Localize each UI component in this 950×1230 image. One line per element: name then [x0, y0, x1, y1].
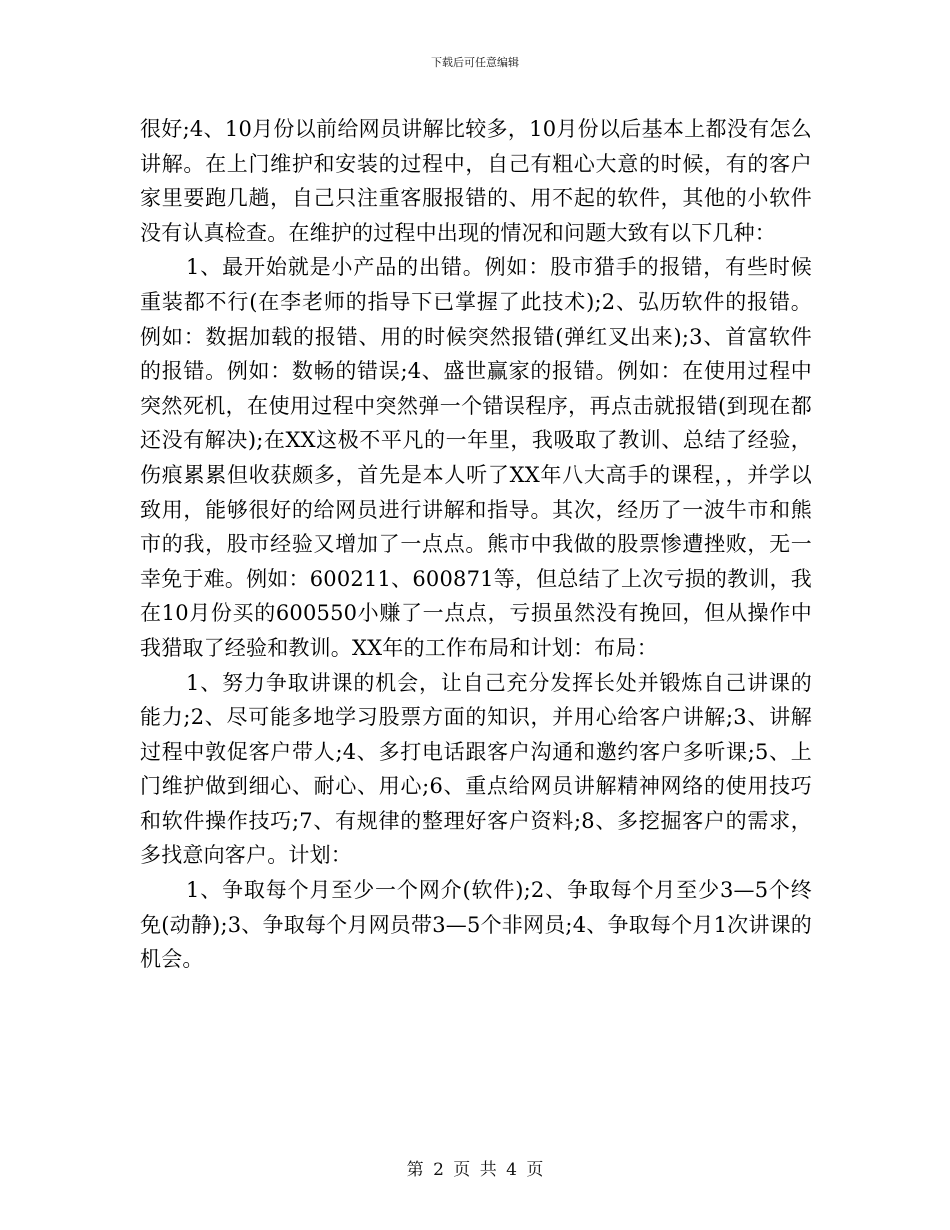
paragraph-monthly-plan: 1、争取每个月至少一个网介(软件);2、争取每个月至少3—5个终免(动静);3、争取每个月网员带3—5个非网员;4、争取每个月1次讲课的机会。 — [140, 878, 812, 972]
paragraph-maintenance-issues: 1、最开始就是小产品的出错。例如：股市猎手的报错，有些时候重装都不行(在李老师的指导下已掌握了此技术);2、弘历软件的报错。例如：数据加载的报错、用的时候突然报错(弹红叉出来);3、首富软件的报错。例如：数畅的错误;4、盛世赢家的报错。例如：在使用过程中突然死机，在使用过程中突然弹一个错误程序，再点击就报错(到现在都还没有解决);在XX这极不平凡的一年里，我吸取了教训、总结了经验，伤痕累累但收获颇多，首先是本人听了XX年八大高手的课程，，并学以致用，能够很好的给网员进行讲解和指导。其次，经历了一波牛市和熊市的我，股市经验又增加了一点点。熊市中我做的股票惨遭挫败，无一幸免于难。例如：600211、600871等，但总结了上次亏损的教训，我在10月份买的600550小赚了一点点，亏损虽然没有挽回，但从操作中我猎取了经验和教训。XX年的工作布局和计划：布局： — [140, 255, 812, 660]
paragraph-layout-plan: 1、努力争取讲课的机会，让自己充分发挥长处并锻炼自己讲课的能力;2、尽可能多地学习股票方面的知识，并用心给客户讲解;3、讲解过程中敦促客户带人;4、多打电话跟客户沟通和邀约客户多听课;5、上门维护做到细心、耐心、用心;6、重点给网员讲解精神网络的使用技巧和软件操作技巧;7、有规律的整理好客户资料;8、多挖掘客户的需求，多找意向客户。计划： — [140, 670, 812, 868]
page-number-footer: 第 2 页 共 4 页 — [406, 1160, 544, 1180]
page-header: 下载后可任意编辑 — [431, 56, 519, 69]
document-body — [140, 112, 812, 977]
paragraph-continuation: 很好;4、10月份以前给网员讲解比较多，10月份以后基本上都没有怎么讲解。在上门维护和安装的过程中，自己有粗心大意的时候，有的客户家里要跑几趟，自己只注重客服报错的、用不起的软件，其他的小软件没有认真检查。在维护的过程中出现的情况和问题大致有以下几种： — [140, 117, 812, 245]
